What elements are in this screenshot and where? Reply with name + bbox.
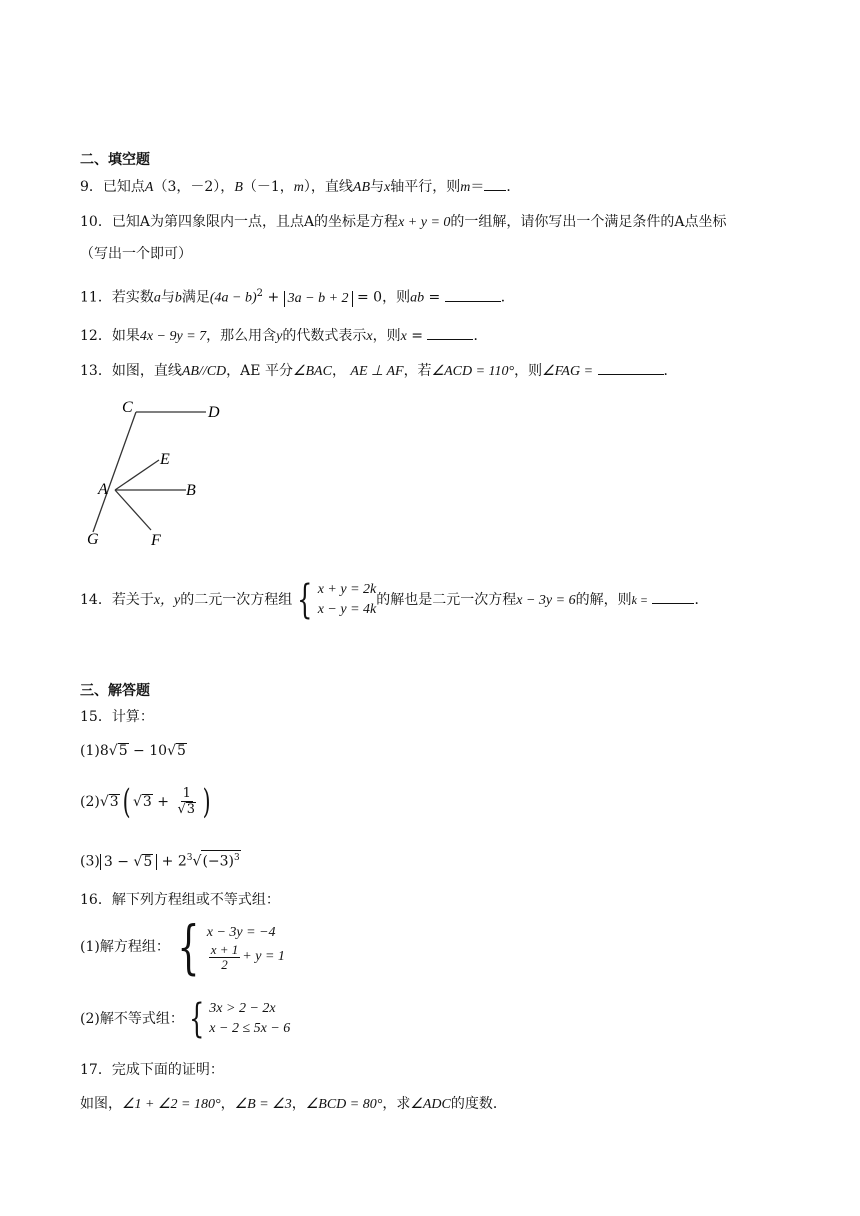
section-title-fill: 二、填空题 <box>80 152 150 168</box>
label-f: F <box>151 532 161 549</box>
question-10: 10．已知A为第四象限内一点，且点A的坐标是方程x + y = 0的一组解，请你写出一个满足条件的A点坐标 <box>80 214 727 230</box>
ray-af <box>115 490 151 530</box>
equation-system: { x + y = 2k x − y = 4k <box>297 577 377 623</box>
label-e: E <box>160 451 170 468</box>
label-g: G <box>87 531 99 548</box>
line-cg <box>93 412 136 532</box>
question-15-part3: (3) $3 - √5 + 2^3√(-3)^3$ <box>80 848 241 872</box>
label-d: D <box>208 404 220 421</box>
label-a: A <box>98 481 108 498</box>
answer-blank[interactable] <box>445 287 501 302</box>
question-14: 14．若关于x，y的二元一次方程组 { x + y = 2k x − y = 4k 的解也是二元一次方程x − 3y = 6的解，则k = ． <box>80 577 709 623</box>
ray-ae <box>115 460 159 490</box>
question-16: 16．解下列方程组或不等式组： <box>80 892 280 908</box>
answer-blank[interactable] <box>598 360 664 375</box>
label-c: C <box>122 399 133 416</box>
question-17: 17．完成下面的证明： <box>80 1062 224 1078</box>
question-16-part1: (1)解方程组： { x − 3y = −4 $\frac{x + 1}{2}$ + y = 1 <box>80 913 285 981</box>
geometry-figure <box>84 392 234 557</box>
answer-blank[interactable] <box>484 176 506 191</box>
question-9: 9．已知点A（3，－2），B（－1，m），直线AB与x轴平行，则m＝ ． <box>80 176 520 198</box>
question-15-part1: (1)8√5 − 10√5 <box>80 743 186 759</box>
question-12: 12．如果4x − 9y = 7，那么用含y的代数式表示x，则x = ． <box>80 325 487 347</box>
equation-system: { x − 3y = −4 $\frac{x + 1}{2}$ + y = 1 <box>177 913 285 981</box>
question-16-part2: (2)解不等式组： { 3x > 2 − 2x x − 2 ≤ 5x − 6 <box>80 996 291 1042</box>
label-b: B <box>186 482 196 499</box>
question-15: 15．计算： <box>80 709 154 725</box>
brace-icon: { <box>177 913 200 981</box>
brace-icon: { <box>188 996 205 1042</box>
section-title-solve: 三、解答题 <box>80 683 150 699</box>
inequality-system: { 3x > 2 − 2x x − 2 ≤ 5x − 6 <box>188 996 291 1042</box>
question-17-line2: 如图，∠1 + ∠2 = 180°，∠B = ∠3，∠BCD = 80°，求∠ADC的度数． <box>80 1096 507 1112</box>
question-11: 11．若实数a与b满足$(4a - b)^2 + 3a - b + 2 = 0$，则ab = ． <box>80 288 515 306</box>
question-10-line2: （写出一个即可） <box>80 246 192 262</box>
answer-blank[interactable] <box>427 325 473 340</box>
fraction: $\frac{1}{√3}$ <box>177 786 196 817</box>
question-13: 13．如图，直线AB//CD，AE 平分∠BAC， AE ⊥ AF，若∠ACD = 110°，则∠FAG = ． <box>80 360 678 382</box>
question-15-part2: (2)√3 ( √3 + $\frac{1}{√3}$ ) <box>80 782 211 822</box>
answer-blank[interactable] <box>652 589 694 604</box>
brace-icon: { <box>297 577 313 623</box>
